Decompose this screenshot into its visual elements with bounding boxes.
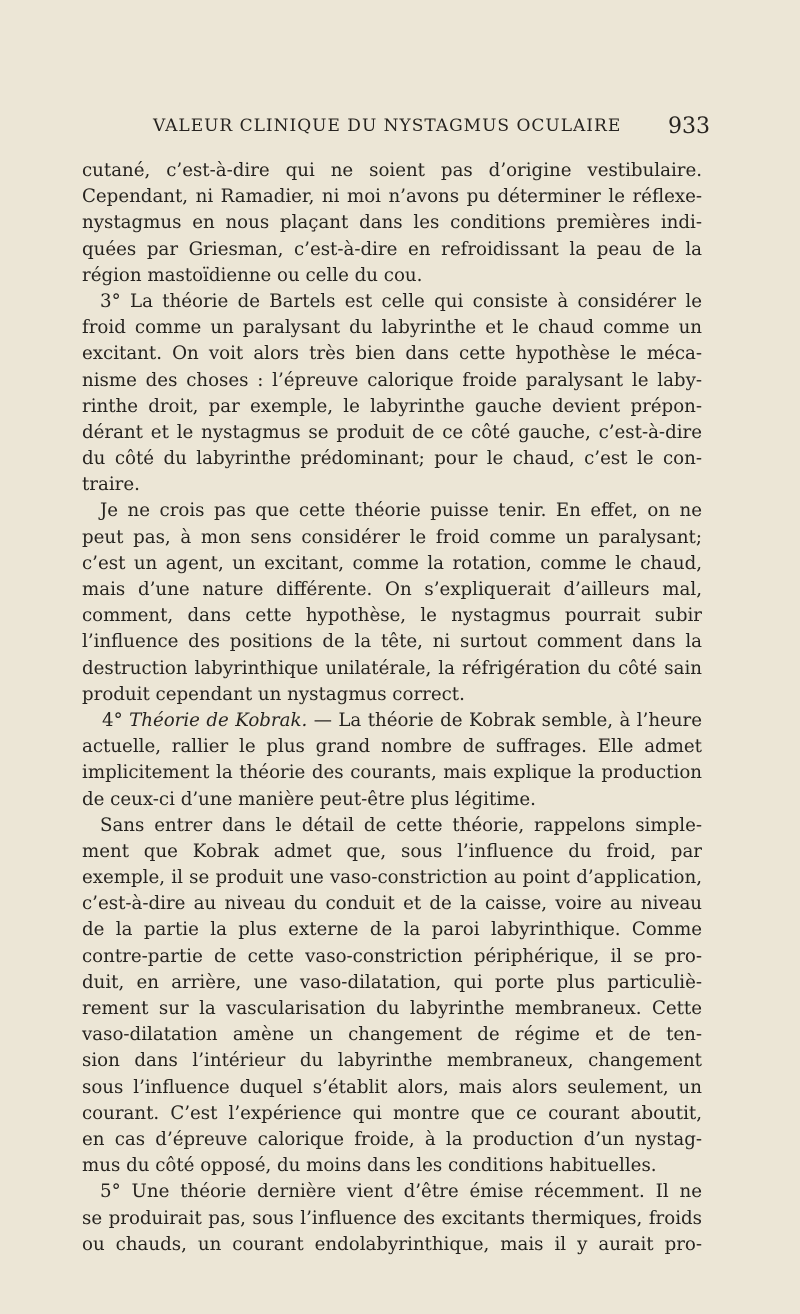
text-line: l’influence des positions de la tête, ni surtout comment dans la: [82, 631, 702, 653]
paragraph-fifth-theory: 5° Une théorie dernière vient d’être émise récemment. Il ne: [100, 1181, 702, 1203]
text-line: peut pas, à mon sens considérer le froid comme un paralysant;: [82, 526, 702, 548]
text-line: rement sur la vascularisation du labyrinthe membraneux. Cette: [82, 998, 702, 1019]
text-line: de la partie la plus externe de la paroi labyrinthique. Comme: [82, 919, 702, 941]
paragraph-objection: Je ne crois pas que cette théorie puisse tenir. En effet, on ne: [100, 500, 702, 522]
paragraph-bartels-theory: 3° La théorie de Bartels est celle qui consiste à considérer le: [100, 290, 702, 312]
text-line: en cas d’épreuve calorique froide, à la production d’un nystag-: [82, 1128, 702, 1150]
text-line: excitant. On voit alors très bien dans cette hypothèse le méca-: [82, 343, 702, 365]
page-number: 933: [668, 114, 710, 139]
text-run: — La théorie de Kobrak semble, à l’heure: [307, 709, 702, 731]
text-line: Cependant, ni Ramadier, ni moi n’avons pu déterminer le réflexe-: [82, 186, 702, 208]
text-line: du côté du labyrinthe prédominant; pour le chaud, c’est le con-: [82, 448, 702, 470]
text-line: de ceux-ci d’une manière peut-être plus légitime.: [82, 788, 536, 810]
text-line: ment que Kobrak admet que, sous l’influence du froid, par: [82, 840, 702, 862]
paragraph-kobrak-detail: Sans entrer dans le détail de cette théorie, rappelons simple-: [100, 814, 702, 836]
text-line: c’est-à-dire au niveau du conduit et de la caisse, voire au niveau: [82, 893, 702, 915]
text-line: duit, en arrière, une vaso-dilatation, qui porte plus particuliè-: [82, 971, 702, 993]
text-line: implicitement la théorie des courants, mais explique la production: [82, 762, 702, 784]
text-line: destruction labyrinthique unilatérale, la réfrigération du côté sain: [82, 657, 702, 679]
text-line: région mastoïdienne ou celle du cou.: [82, 264, 423, 286]
section-number: 4°: [102, 709, 130, 731]
page-header: [0, 114, 800, 144]
text-line: c’est un agent, un excitant, comme la rotation, comme le chaud,: [82, 552, 702, 574]
text-line: froid comme un paralysant du labyrinthe et le chaud comme un: [82, 317, 702, 339]
text-line: sion dans l’intérieur du labyrinthe membraneux, changement: [82, 1050, 702, 1072]
text-line: cutané, c’est-à-dire qui ne soient pas d’origine vestibulaire.: [82, 160, 702, 181]
section-heading-kobrak: Théorie de Kobrak.: [129, 709, 308, 731]
text-line: produit cependant un nystagmus correct.: [82, 683, 465, 705]
paragraph-kobrak-theory: [82, 708, 702, 734]
text-line: ou chauds, un courant endolabyrinthique, mais il y aurait pro-: [82, 1233, 702, 1255]
text-line: sous l’influence duquel s’établit alors, mais alors seulement, un: [82, 1076, 702, 1098]
body-text: [82, 158, 702, 1258]
text-line: rinthe droit, par exemple, le labyrinthe gauche devient prépon-: [82, 395, 702, 417]
text-line: quées par Griesman, c’est-à-dire en refroidissant la peau de la: [82, 238, 702, 260]
text-line: comment, dans cette hypothèse, le nystagmus pourrait subir: [82, 605, 702, 627]
text-line: exemple, il se produit une vaso-constriction au point d’application,: [82, 867, 702, 889]
running-title: VALEUR CLINIQUE DU NYSTAGMUS OCULAIRE: [153, 116, 622, 136]
text-line: mais d’une nature différente. On s’expliquerait d’ailleurs mal,: [82, 579, 702, 600]
text-line: nisme des choses : l’épreuve calorique froide paralysant le laby-: [82, 369, 702, 391]
text-line: traire.: [82, 474, 140, 496]
text-line: dérant et le nystagmus se produit de ce côté gauche, c’est-à-dire: [82, 421, 702, 443]
text-line: contre-partie de cette vaso-constriction périphérique, il se pro-: [82, 945, 702, 967]
text-line: nystagmus en nous plaçant dans les conditions premières indi-: [82, 212, 702, 234]
text-line: se produirait pas, sous l’influence des excitants thermiques, froids: [82, 1207, 702, 1229]
text-line: vaso-dilatation amène un changement de régime et de ten-: [82, 1024, 702, 1046]
text-line: actuelle, rallier le plus grand nombre de suffrages. Elle admet: [82, 736, 702, 758]
text-line: courant. C’est l’expérience qui montre que ce courant aboutit,: [82, 1102, 702, 1124]
text-line: mus du côté opposé, du moins dans les conditions habituelles.: [82, 1155, 657, 1177]
